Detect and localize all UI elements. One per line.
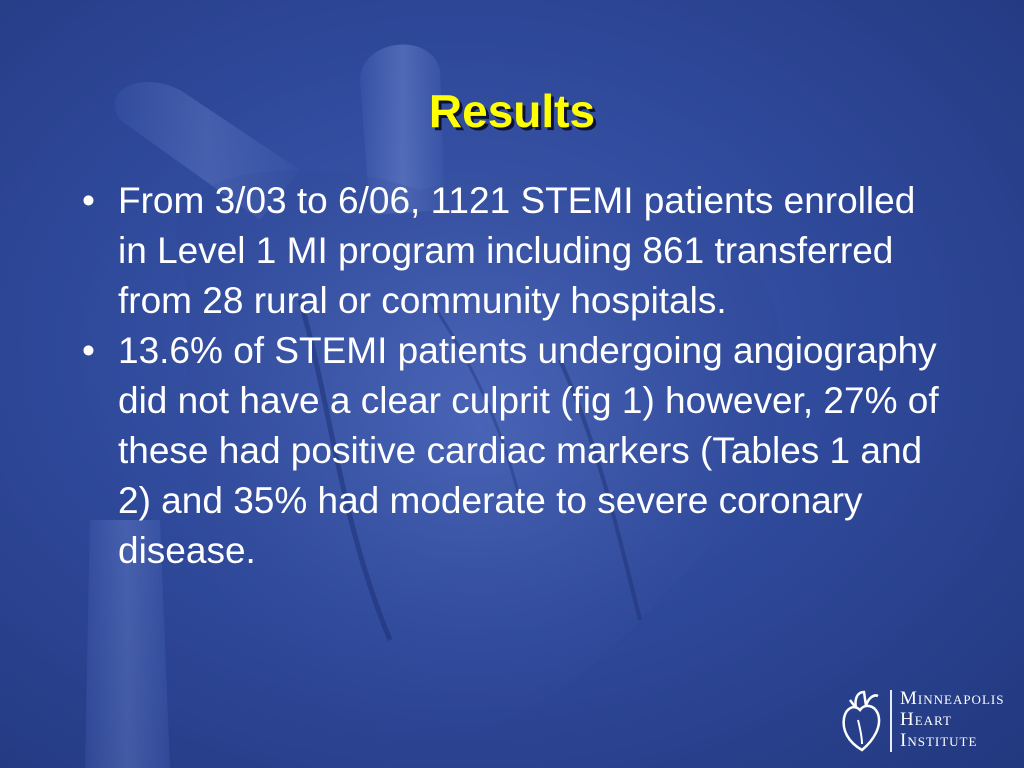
logo-line-1: Minneapolis (900, 688, 1005, 709)
logo-line-2: Heart (900, 709, 952, 730)
slide-title: Results (428, 85, 596, 137)
bullet-text: 13.6% of STEMI patients undergoing angiography did not have a clear culprit (fig 1) however, 27% of these had positive cardiac markers (Tables 1 and 2) and 35% had moderate to severe coronary disease. (118, 330, 939, 571)
bullet-item (80, 176, 940, 326)
bullet-list (80, 176, 940, 576)
bullet-text: From 3/03 to 6/06, 1121 STEMI patients enrolled in Level 1 MI program including 861 transferred from 28 rural or community hospitals. (118, 180, 916, 321)
bullet-item (80, 326, 940, 576)
minneapolis-heart-institute-logo (838, 686, 1018, 756)
logo-line-3: Institute (900, 730, 978, 751)
heart-logo-icon (838, 686, 886, 756)
logo-divider (890, 690, 892, 752)
bullet-marker: • (82, 180, 95, 221)
logo-text (900, 688, 1004, 751)
bullet-marker: • (82, 330, 95, 371)
